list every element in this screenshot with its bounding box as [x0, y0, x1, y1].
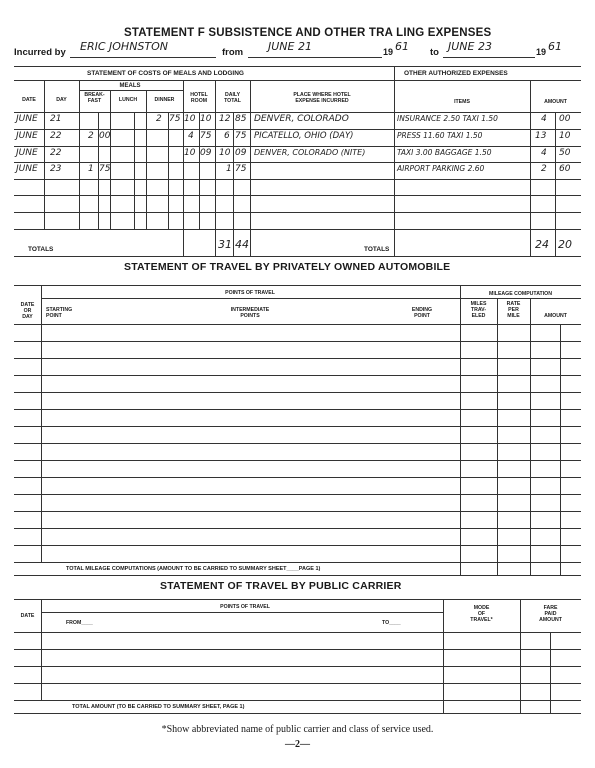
total-daily-dollars[interactable]: 31 — [218, 238, 232, 251]
col-day-header: DAY — [56, 97, 67, 103]
public-col-date-header: DATE — [20, 613, 35, 619]
row-daily-cents[interactable]: 75 — [235, 131, 247, 141]
row-breakfast-cents[interactable]: 00 — [99, 131, 111, 141]
public-col-mode-header: MODE OF TRAVEL* — [470, 605, 493, 623]
total-daily-cents[interactable]: 44 — [235, 238, 249, 251]
col-breakfast-header: BREAK- FAST — [84, 92, 105, 104]
row-items[interactable]: AIRPORT PARKING 2.60 — [397, 164, 485, 173]
incurred-by-value[interactable]: ERIC JOHNSTON — [80, 40, 169, 53]
form-title: STATEMENT F SUBSISTENCE AND OTHER TRA LING EXPENSES — [124, 27, 492, 39]
auto-col-date-header: DATE OR DAY — [20, 302, 35, 320]
incurred-by-label: Incurred by — [14, 47, 66, 58]
row-breakfast-cents[interactable]: 75 — [99, 164, 111, 174]
auto-col-amount-header: AMOUNT — [544, 313, 567, 319]
row-daily-cents[interactable]: 75 — [235, 164, 247, 174]
meals-lodging-section-title: STATEMENT OF COSTS OF MEALS AND LODGING — [87, 70, 244, 77]
row-items[interactable]: INSURANCE 2.50 TAXI 1.50 — [397, 114, 498, 123]
to-line — [443, 57, 535, 58]
row-place[interactable]: DENVER, COLORADO (NITE) — [254, 148, 366, 157]
row-amount-cents[interactable]: 10 — [559, 131, 571, 141]
from-line — [248, 57, 382, 58]
to-date-value[interactable]: JUNE 23 — [448, 40, 492, 53]
year-prefix-2: 19 — [536, 47, 547, 57]
col-hotel-room-header: HOTEL ROOM — [190, 92, 208, 104]
public-points-header: POINTS OF TRAVEL — [220, 604, 270, 610]
col-lunch-header: LUNCH — [118, 97, 138, 103]
public-from-label: FROM____ — [66, 620, 93, 626]
row-amount-dollars[interactable]: 13 — [535, 131, 547, 141]
col-items-header: ITEMS — [454, 99, 470, 105]
col-daily-total-header: DAILY TOTAL — [224, 92, 241, 104]
footnote: *Show abbreviated name of public carrier and class of service used. — [161, 724, 434, 735]
row-items[interactable]: PRESS 11.60 TAXI 1.50 — [397, 131, 483, 140]
public-total-footer: TOTAL AMOUNT (TO BE CARRIED TO SUMMARY SHEET, PAGE 1) — [72, 704, 245, 710]
auto-col-miles-header: MILES TRAV- ELED — [470, 301, 487, 319]
row-daily-dollars[interactable]: 10 — [219, 148, 231, 158]
other-expenses-section-title: OTHER AUTHORIZED EXPENSES — [404, 70, 508, 77]
from-date-value[interactable]: JUNE 21 — [268, 40, 312, 53]
auto-total-footer: TOTAL MILEAGE COMPUTATIONS (AMOUNT TO BE CARRIED TO SUMMARY SHEET____PAGE 1) — [66, 566, 321, 572]
row-amount-cents[interactable]: 50 — [559, 148, 571, 158]
row-hotel-cents[interactable]: 10 — [200, 114, 212, 124]
incurred-by-line — [70, 57, 216, 58]
row-amount-cents[interactable]: 60 — [559, 164, 571, 174]
other-totals-label: TOTALS — [364, 246, 390, 253]
row-hotel-cents[interactable]: 75 — [200, 131, 212, 141]
row-date[interactable]: JUNE — [16, 148, 38, 158]
total-other-cents[interactable]: 20 — [558, 238, 572, 251]
auto-points-header: POINTS OF TRAVEL — [225, 290, 275, 296]
auto-section-title: STATEMENT OF TRAVEL BY PRIVATELY OWNED AUTOMOBILE — [124, 261, 451, 273]
auto-col-intermediate-header: INTERMEDIATE POINTS — [230, 307, 270, 319]
page-number: —2— — [285, 739, 310, 750]
row-daily-cents[interactable]: 09 — [235, 148, 247, 158]
row-breakfast-dollars[interactable]: 2 — [88, 131, 94, 141]
year-suffix-1[interactable]: 61 — [395, 40, 409, 53]
row-day[interactable]: 22 — [50, 131, 62, 141]
row-hotel-dollars[interactable]: 10 — [184, 114, 196, 124]
row-dinner-dollars[interactable]: 2 — [156, 114, 162, 124]
year-suffix-2[interactable]: 61 — [548, 40, 562, 53]
from-label: from — [222, 47, 244, 58]
row-daily-dollars[interactable]: 6 — [224, 131, 230, 141]
row-daily-dollars[interactable]: 1 — [226, 164, 232, 174]
mileage-computation-header: MILEAGE COMPUTATION — [489, 291, 552, 297]
col-amount-header: AMOUNT — [544, 99, 567, 105]
row-day[interactable]: 22 — [50, 148, 62, 158]
row-daily-dollars[interactable]: 12 — [219, 114, 231, 124]
row-date[interactable]: JUNE — [16, 114, 38, 124]
public-section-title: STATEMENT OF TRAVEL BY PUBLIC CARRIER — [160, 580, 402, 592]
year-prefix-1: 19 — [383, 47, 394, 57]
col-dinner-header: DINNER — [154, 97, 175, 103]
auto-col-starting-header: STARTING POINT — [46, 307, 73, 319]
row-amount-cents[interactable]: 00 — [559, 114, 571, 124]
row-amount-dollars[interactable]: 2 — [541, 164, 547, 174]
to-label: to — [430, 47, 439, 58]
row-daily-cents[interactable]: 85 — [235, 114, 247, 124]
meals-header: MEALS — [119, 83, 141, 89]
col-date-header: DATE — [22, 97, 36, 103]
row-date[interactable]: JUNE — [16, 164, 38, 174]
auto-col-rate-header: RATE PER MILE — [506, 301, 521, 319]
row-amount-dollars[interactable]: 4 — [541, 114, 547, 124]
auto-col-ending-header: ENDING POINT — [411, 307, 433, 319]
total-other-dollars[interactable]: 24 — [535, 238, 549, 251]
row-day[interactable]: 23 — [50, 164, 62, 174]
row-dinner-cents[interactable]: 75 — [169, 114, 181, 124]
row-day[interactable]: 21 — [50, 114, 62, 124]
public-to-label: TO____ — [382, 620, 401, 626]
row-hotel-cents[interactable]: 09 — [200, 148, 212, 158]
row-amount-dollars[interactable]: 4 — [541, 148, 547, 158]
public-col-fare-header: FARE PAID AMOUNT — [539, 605, 562, 623]
row-breakfast-dollars[interactable]: 1 — [88, 164, 94, 174]
row-hotel-dollars[interactable]: 10 — [184, 148, 196, 158]
row-place[interactable]: DENVER, COLORADO — [254, 114, 349, 124]
totals-label: TOTALS — [28, 246, 54, 253]
row-place[interactable]: PICATELLO, OHIO (DAY) — [254, 131, 354, 141]
row-hotel-dollars[interactable]: 4 — [188, 131, 194, 141]
row-items[interactable]: TAXI 3.00 BAGGAGE 1.50 — [397, 148, 492, 157]
row-date[interactable]: JUNE — [16, 131, 38, 141]
col-place-header: PLACE WHERE HOTEL EXPENSE INCURRED — [293, 92, 351, 104]
